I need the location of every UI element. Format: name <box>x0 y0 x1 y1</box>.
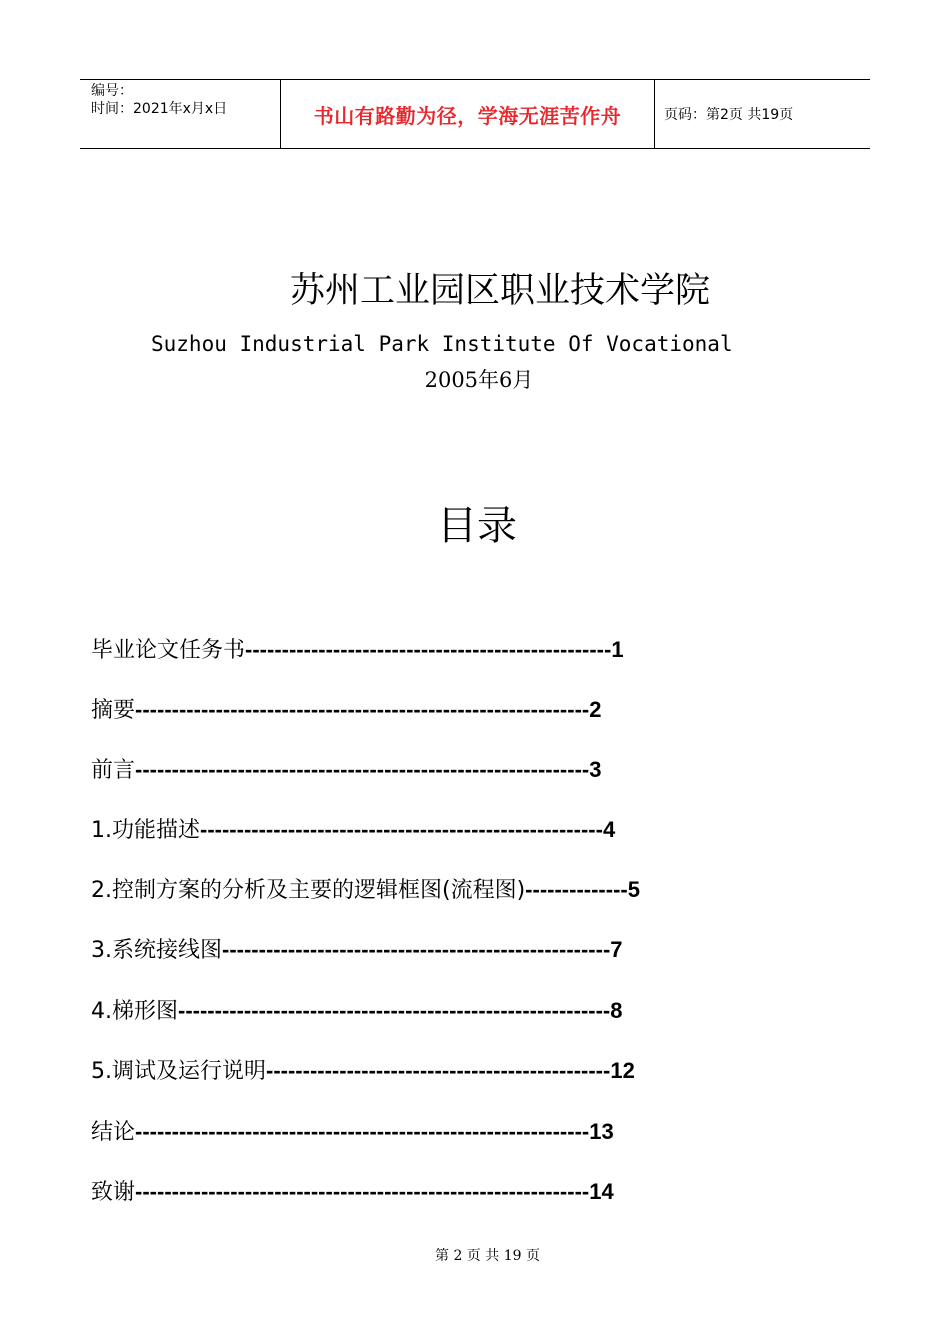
header-motto-cell <box>281 80 655 148</box>
toc-item-leader: -------------------------------------------------- <box>245 637 612 662</box>
toc-item-leader: -------------------------------------------------------------- <box>135 697 590 722</box>
toc-item[interactable] <box>91 1114 614 1151</box>
toc-item-label: 结论 <box>91 1120 136 1145</box>
toc-item-label: 毕业论文任务书 <box>91 638 246 663</box>
toc-item-leader: -------------------------------------------------------------- <box>135 1119 590 1144</box>
page-header <box>80 79 870 149</box>
toc-item[interactable] <box>91 872 640 909</box>
toc-item[interactable] <box>91 692 602 729</box>
page-footer: 第 2 页 共 19 页 <box>435 1248 540 1264</box>
toc-item-leader: -------------------------------------------------------------- <box>135 1179 590 1204</box>
toc-item-label: 4.梯形图 <box>91 999 178 1024</box>
toc-item[interactable] <box>91 993 623 1030</box>
toc-item-page: 12 <box>610 1058 635 1083</box>
toc-item-leader: ----------------------------------------------- <box>266 1058 611 1083</box>
time-label: 时间：2021年x月x日 <box>91 101 228 117</box>
toc-item-page: 13 <box>589 1119 614 1144</box>
toc-item-page: 3 <box>589 757 602 782</box>
toc-item-label: 前言 <box>91 758 136 783</box>
toc-item-label: 2.控制方案的分析及主要的逻辑框图(流程图) <box>91 878 526 903</box>
header-page-cell <box>655 80 870 148</box>
toc-item[interactable] <box>91 812 615 849</box>
toc-item-label: 1.功能描述 <box>91 818 200 843</box>
institution-name-en: Suzhou Industrial Park Institute Of Vocational <box>151 332 733 356</box>
toc-heading: 目录 <box>437 503 517 549</box>
toc-item-leader: -------------- <box>525 877 628 902</box>
institution-name-cn: 苏州工业园区职业技术学院 <box>289 271 710 311</box>
toc-item[interactable] <box>91 1053 635 1090</box>
toc-item-page: 14 <box>589 1179 614 1204</box>
toc-item-page: 1 <box>611 637 624 662</box>
motto-text: 书山有路勤为径，学海无涯苦作舟 <box>313 103 622 128</box>
toc-item-page: 7 <box>610 937 623 962</box>
toc-item-leader: ----------------------------------------------------------- <box>178 998 611 1023</box>
header-meta-cell <box>80 80 281 148</box>
toc-item[interactable] <box>91 1174 614 1211</box>
toc-item-page: 2 <box>589 697 602 722</box>
code-label: 编号： <box>91 83 133 99</box>
toc-item-page: 5 <box>627 877 640 902</box>
toc-item-page: 8 <box>610 998 623 1023</box>
toc-item[interactable] <box>91 632 624 669</box>
toc-item-label: 摘要 <box>91 698 136 723</box>
toc-item-label: 3.系统接线图 <box>91 938 222 963</box>
toc-item-label: 5.调试及运行说明 <box>91 1059 266 1084</box>
toc-item-leader: ----------------------------------------------------- <box>222 937 611 962</box>
document-date: 2005年6月 <box>424 368 534 392</box>
toc-item-label: 致谢 <box>91 1180 136 1205</box>
page-info: 页码：第2页 共19页 <box>664 107 794 123</box>
toc-item[interactable] <box>91 752 602 789</box>
toc-item-page: 4 <box>602 817 616 842</box>
toc-item-leader: ------------------------------------------------------- <box>200 817 603 842</box>
toc-item-leader: -------------------------------------------------------------- <box>135 757 590 782</box>
toc-item[interactable] <box>91 932 623 969</box>
